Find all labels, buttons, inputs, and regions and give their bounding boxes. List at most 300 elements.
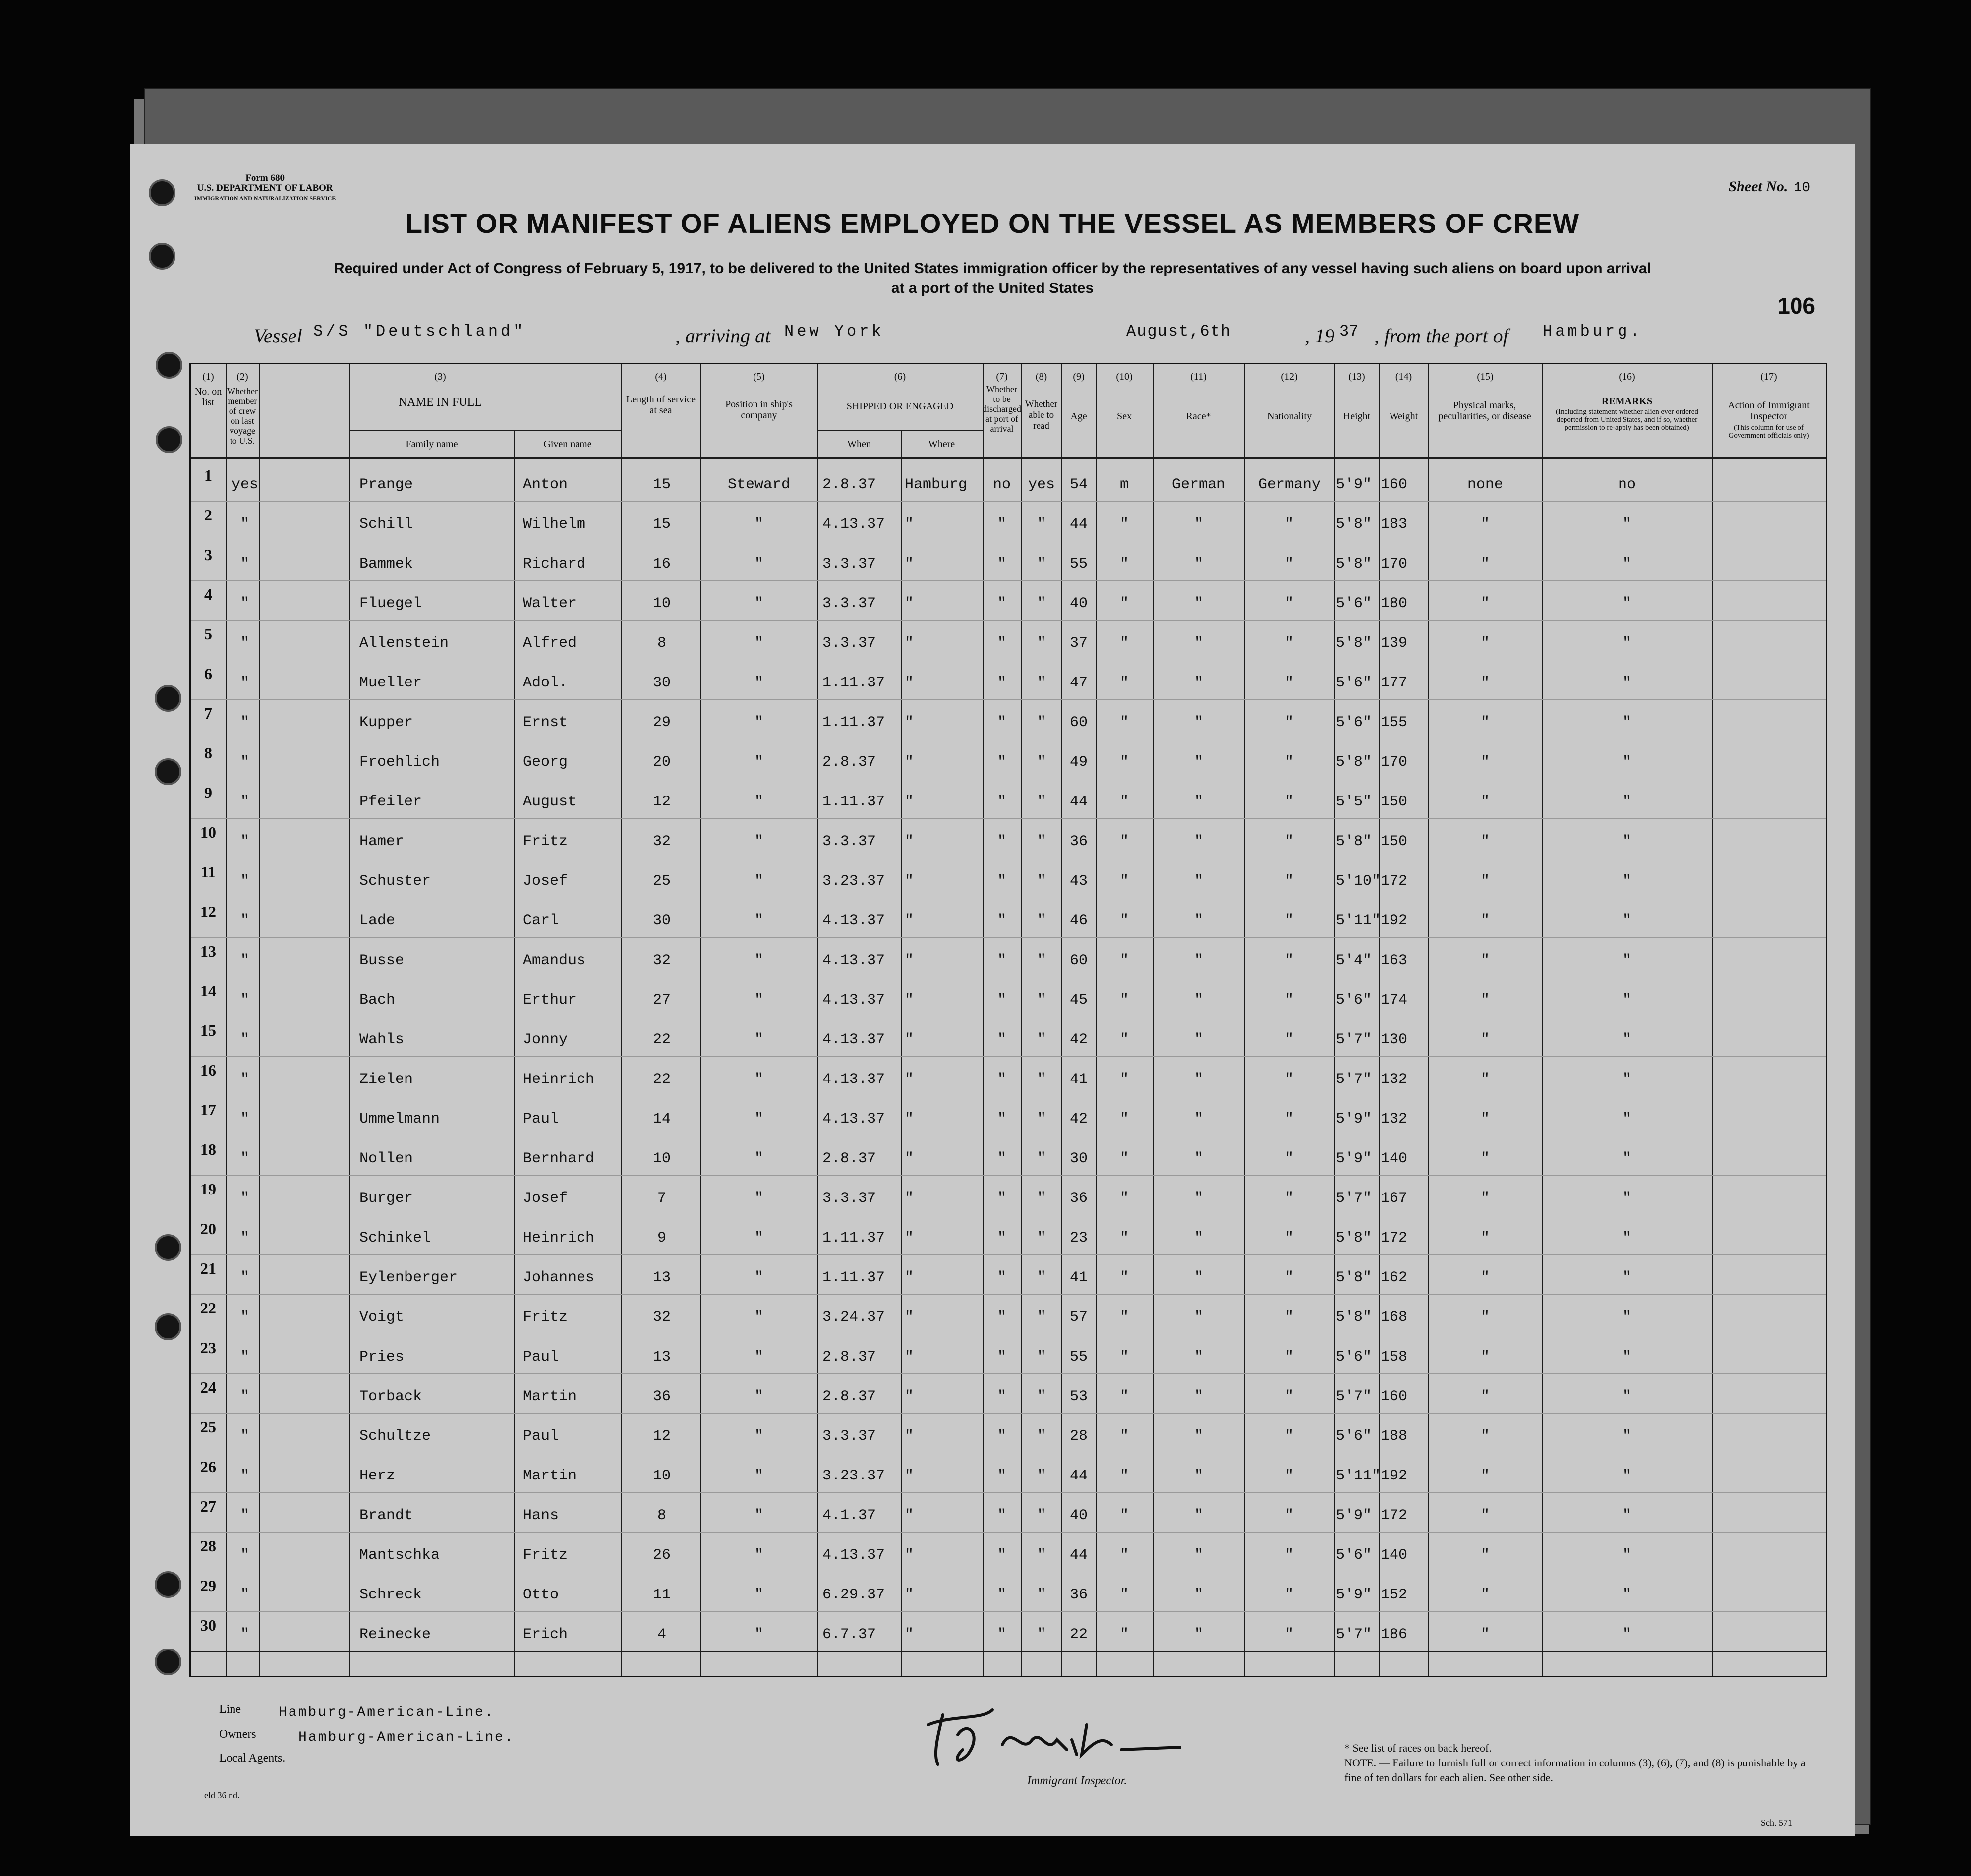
cell-service: 32 [652, 1309, 671, 1326]
cell-age: 57 [1069, 1309, 1088, 1326]
cell-family: Pfeiler [359, 794, 422, 810]
cell-disch: " [997, 952, 1006, 969]
cell-height: 5'6" [1336, 1428, 1372, 1445]
cell-family: Pries [359, 1349, 405, 1365]
cell-height: 5'8" [1336, 754, 1372, 771]
cell-disch: " [997, 1150, 1006, 1167]
cell-position: " [754, 754, 763, 771]
cell-height: 5'9" [1336, 1111, 1372, 1128]
punch-hole [149, 179, 175, 206]
cell-marks: " [1480, 1507, 1490, 1524]
cell-sex: " [1119, 1031, 1129, 1048]
cell-disch: " [997, 794, 1006, 810]
cell-remarks: " [1622, 1468, 1631, 1484]
cell-service: 7 [657, 1190, 666, 1207]
cell-height: 5'7" [1336, 1190, 1372, 1207]
cell-remarks: " [1622, 873, 1631, 890]
year-label: , 19 [1305, 325, 1334, 347]
cell-disch: " [997, 1230, 1006, 1247]
cell-disch: " [997, 1626, 1006, 1643]
cell-disch: " [997, 1309, 1006, 1326]
cell-sex: " [1119, 595, 1129, 612]
row-number: 2 [204, 506, 212, 524]
crew-table [189, 363, 1827, 1677]
cell-where: " [905, 1468, 914, 1484]
cell-given: Carl [523, 912, 559, 929]
row-number: 12 [200, 903, 216, 920]
cell-sex: " [1119, 1587, 1129, 1603]
col-inspector-action: Action of Immigrant Inspector [1728, 400, 1810, 422]
cell-nat: " [1284, 1111, 1294, 1128]
col-remarks-note: (Including statement whether alien ever ordered deported from United States, and if so, whether permission to re-apply has been obtained) [1556, 408, 1698, 432]
cell-race: " [1194, 516, 1203, 533]
cell-family: Wahls [359, 1031, 405, 1048]
cell-service: 9 [657, 1230, 666, 1247]
cell-position: " [754, 1111, 763, 1128]
row-rule [191, 818, 1826, 819]
cell-marks: " [1480, 714, 1490, 731]
cell-nat: " [1284, 595, 1294, 612]
col-16-number: (16) [1619, 371, 1635, 382]
cell-nat: " [1284, 873, 1294, 890]
cell-age: 41 [1069, 1269, 1088, 1286]
punch-hole [155, 1649, 181, 1675]
cell-weight: 140 [1381, 1150, 1408, 1167]
cell-disch: " [997, 1269, 1006, 1286]
cell-when: 3.3.37 [822, 1428, 876, 1445]
cell-read: " [1037, 873, 1046, 890]
cell-read: " [1037, 1349, 1046, 1365]
cell-family: Prange [359, 476, 413, 493]
row-number: 1 [204, 466, 212, 484]
cell-age: 44 [1069, 794, 1088, 810]
cell-weight: 140 [1381, 1547, 1408, 1564]
cell-age: 45 [1069, 992, 1088, 1009]
cell-disch: " [997, 1587, 1006, 1603]
cell-given: Fritz [523, 833, 568, 850]
sheet-number [1728, 178, 1810, 196]
cell-race: " [1194, 1031, 1203, 1048]
cell-height: 5'6" [1336, 992, 1372, 1009]
cell-race: " [1194, 1150, 1203, 1167]
cell-when: 1.11.37 [822, 675, 885, 691]
cell-when: 4.13.37 [822, 1031, 885, 1048]
cell-prev: " [240, 833, 249, 850]
cell-age: 36 [1069, 833, 1088, 850]
cell-nat: " [1284, 1269, 1294, 1286]
cell-weight: 172 [1381, 1507, 1408, 1524]
cell-sex: " [1119, 1111, 1129, 1128]
cell-service: 12 [652, 1428, 671, 1445]
col-previous-voyage: Whether member of crew on last voyage to U.S. [227, 386, 258, 446]
cell-nat: Germany [1258, 476, 1321, 493]
cell-service: 32 [652, 833, 671, 850]
col-sex: Sex [1117, 411, 1132, 422]
cell-disch: " [997, 675, 1006, 691]
cell-position: " [754, 1230, 763, 1247]
cell-service: 22 [652, 1031, 671, 1048]
cell-sex: " [1119, 1150, 1129, 1167]
cell-nat: " [1284, 675, 1294, 691]
cell-family: Schill [359, 516, 413, 533]
cell-age: 49 [1069, 754, 1088, 771]
cell-age: 40 [1069, 1507, 1088, 1524]
cell-weight: 163 [1381, 952, 1408, 969]
cell-remarks: " [1622, 1190, 1631, 1207]
cell-service: 20 [652, 754, 671, 771]
cell-height: 5'7" [1336, 1031, 1372, 1048]
cell-sex: " [1119, 873, 1129, 890]
cell-given: Otto [523, 1587, 559, 1603]
cell-where: " [905, 595, 914, 612]
cell-given: Josef [523, 1190, 568, 1207]
row-number: 9 [204, 784, 212, 801]
cell-position: " [754, 1547, 763, 1564]
cell-read: " [1037, 1031, 1046, 1048]
col-length-of-service: Length of service at sea [626, 394, 696, 416]
cell-given: Heinrich [523, 1230, 595, 1247]
punch-hole [149, 243, 175, 270]
local-agents-label: Local Agents. [219, 1752, 286, 1764]
service-name: IMMIGRATION AND NATURALIZATION SERVICE [194, 195, 336, 202]
cell-race: " [1194, 794, 1203, 810]
cell-age: 55 [1069, 1349, 1088, 1365]
cell-where: " [905, 794, 914, 810]
cell-remarks: " [1622, 1349, 1631, 1365]
cell-where: " [905, 1388, 914, 1405]
cell-marks: none [1467, 476, 1503, 493]
cell-prev: " [240, 595, 249, 612]
cell-given: Martin [523, 1388, 577, 1405]
cell-marks: " [1480, 1428, 1490, 1445]
cell-nat: " [1284, 1349, 1294, 1365]
cell-race: " [1194, 1547, 1203, 1564]
cell-disch: " [997, 992, 1006, 1009]
cell-where: " [905, 675, 914, 691]
cell-read: " [1037, 1388, 1046, 1405]
punch-hole [156, 352, 182, 379]
cell-family: Hamer [359, 833, 405, 850]
cell-nat: " [1284, 754, 1294, 771]
cell-age: 53 [1069, 1388, 1088, 1405]
cell-marks: " [1480, 992, 1490, 1009]
col-nationality: Nationality [1267, 411, 1312, 422]
cell-read: " [1037, 1468, 1046, 1484]
col-remarks: REMARKS [1601, 396, 1653, 407]
cell-given: Anton [523, 476, 568, 493]
cell-sex: " [1119, 1547, 1129, 1564]
line-label: Line [219, 1703, 241, 1716]
cell-race: " [1194, 912, 1203, 929]
cell-height: 5'9" [1336, 476, 1372, 493]
cell-service: 10 [652, 1150, 671, 1167]
cell-remarks: " [1622, 556, 1631, 572]
cell-height: 5'9" [1336, 1587, 1372, 1603]
cell-weight: 170 [1381, 556, 1408, 572]
cell-race: " [1194, 1388, 1203, 1405]
cell-when: 6.29.37 [822, 1587, 885, 1603]
cell-remarks: " [1622, 635, 1631, 652]
cell-height: 5'10" [1336, 873, 1381, 890]
cell-age: 36 [1069, 1190, 1088, 1207]
cell-weight: 150 [1381, 794, 1408, 810]
col-9-number: (9) [1073, 371, 1085, 382]
cell-position: " [754, 794, 763, 810]
cell-family: Schinkel [359, 1230, 431, 1247]
cell-marks: " [1480, 516, 1490, 533]
cell-age: 40 [1069, 595, 1088, 612]
col-physical-marks: Physical marks, peculiarities, or disease [1438, 400, 1531, 422]
cell-prev: " [240, 675, 249, 691]
row-number: 25 [200, 1418, 216, 1436]
cell-marks: " [1480, 1071, 1490, 1088]
cell-prev: " [240, 1111, 249, 1128]
cell-position: " [754, 873, 763, 890]
cell-age: 42 [1069, 1031, 1088, 1048]
cell-nat: " [1284, 952, 1294, 969]
cell-position: " [754, 675, 763, 691]
row-rule [191, 1294, 1826, 1295]
cell-prev: " [240, 873, 249, 890]
col-shipped-when: When [847, 439, 871, 450]
cell-disch: " [997, 873, 1006, 890]
cell-given: Adol. [523, 675, 568, 691]
cell-given: Ernst [523, 714, 568, 731]
cell-race: " [1194, 1309, 1203, 1326]
cell-prev: " [240, 1388, 249, 1405]
cell-family: Mantschka [359, 1547, 440, 1564]
cell-remarks: " [1622, 794, 1631, 810]
cell-service: 30 [652, 912, 671, 929]
cell-age: 46 [1069, 912, 1088, 929]
cell-read: " [1037, 1269, 1046, 1286]
cell-remarks: " [1622, 516, 1631, 533]
subtitle-line-2: at a port of the United States [891, 280, 1094, 296]
cell-height: 5'5" [1336, 794, 1372, 810]
cell-sex: " [1119, 1071, 1129, 1088]
cell-service: 8 [657, 1507, 666, 1524]
row-rule [191, 1056, 1826, 1057]
col-able-to-read: Whether able to read [1025, 399, 1058, 431]
cell-family: Bammek [359, 556, 413, 572]
cell-race: " [1194, 714, 1203, 731]
cell-marks: " [1480, 1269, 1490, 1286]
cell-service: 15 [652, 476, 671, 493]
cell-weight: 155 [1381, 714, 1408, 731]
row-number: 11 [200, 863, 216, 881]
cell-nat: " [1284, 714, 1294, 731]
cell-prev: " [240, 794, 249, 810]
cell-remarks: " [1622, 1230, 1631, 1247]
cell-remarks: " [1622, 1269, 1631, 1286]
cell-sex: " [1119, 1468, 1129, 1484]
cell-sex: " [1119, 1190, 1129, 1207]
cell-nat: " [1284, 1507, 1294, 1524]
col-3-number: (3) [434, 371, 446, 382]
cell-given: Heinrich [523, 1071, 595, 1088]
cell-age: 41 [1069, 1071, 1088, 1088]
document-title: LIST OR MANIFEST OF ALIENS EMPLOYED ON THE VESSEL AS MEMBERS OF CREW [405, 208, 1580, 239]
cell-read: " [1037, 1150, 1046, 1167]
cell-marks: " [1480, 1547, 1490, 1564]
col-race: Race* [1186, 411, 1211, 422]
cell-height: 5'7" [1336, 1388, 1372, 1405]
cell-nat: " [1284, 1388, 1294, 1405]
cell-service: 27 [652, 992, 671, 1009]
cell-disch: " [997, 1190, 1006, 1207]
cell-weight: 132 [1381, 1071, 1408, 1088]
cell-marks: " [1480, 1150, 1490, 1167]
cell-read: " [1037, 1071, 1046, 1088]
cell-remarks: " [1622, 754, 1631, 771]
cell-remarks: " [1622, 1587, 1631, 1603]
manifest-sheet [130, 144, 1855, 1836]
from-port-label: , from the port of [1374, 325, 1508, 347]
row-number: 15 [200, 1022, 216, 1039]
cell-prev: " [240, 1190, 249, 1207]
cell-service: 22 [652, 1071, 671, 1088]
cell-where: " [905, 754, 914, 771]
cell-position: " [754, 1031, 763, 1048]
cell-marks: " [1480, 1587, 1490, 1603]
cell-remarks: " [1622, 992, 1631, 1009]
cell-remarks: " [1622, 1031, 1631, 1048]
cell-remarks: " [1622, 833, 1631, 850]
footer-notes [1344, 1741, 1820, 1785]
cell-nat: " [1284, 1428, 1294, 1445]
cell-age: 54 [1069, 476, 1088, 493]
cell-height: 5'9" [1336, 1507, 1372, 1524]
cell-race: " [1194, 1230, 1203, 1247]
row-number: 4 [204, 585, 212, 603]
cell-marks: " [1480, 1031, 1490, 1048]
cell-sex: " [1119, 1269, 1129, 1286]
cell-where: " [905, 635, 914, 652]
row-number: 23 [200, 1339, 216, 1357]
row-number: 14 [200, 982, 216, 1000]
cell-weight: 139 [1381, 635, 1408, 652]
cell-weight: 183 [1381, 516, 1408, 533]
cell-height: 5'8" [1336, 833, 1372, 850]
row-rule [191, 501, 1826, 502]
cell-position: " [754, 714, 763, 731]
cell-weight: 160 [1381, 1388, 1408, 1405]
cell-family: Fluegel [359, 595, 422, 612]
row-number: 27 [200, 1497, 216, 1515]
cell-sex: " [1119, 1428, 1129, 1445]
row-rule [191, 1373, 1826, 1374]
cell-height: 5'7" [1336, 1626, 1372, 1643]
cell-marks: " [1480, 556, 1490, 572]
vessel-label: Vessel [254, 325, 302, 347]
cell-marks: " [1480, 833, 1490, 850]
cell-weight: 152 [1381, 1587, 1408, 1603]
cell-family: Ummelmann [359, 1111, 440, 1128]
cell-given: Wilhelm [523, 516, 586, 533]
cell-nat: " [1284, 1547, 1294, 1564]
cell-where: " [905, 992, 914, 1009]
cell-given: Alfred [523, 635, 577, 652]
cell-read: " [1037, 1507, 1046, 1524]
cell-where: " [905, 1269, 914, 1286]
cell-where: " [905, 1031, 914, 1048]
cell-family: Schuster [359, 873, 431, 890]
print-code: eld 36 nd. [204, 1790, 240, 1800]
cell-read: " [1037, 912, 1046, 929]
cell-where: " [905, 1507, 914, 1524]
col-4-number: (4) [655, 371, 667, 382]
cell-read: " [1037, 675, 1046, 691]
cell-remarks: " [1622, 1071, 1631, 1088]
cell-height: 5'7" [1336, 1071, 1372, 1088]
department-name: U.S. DEPARTMENT OF LABOR [197, 183, 333, 193]
row-number: 28 [200, 1537, 216, 1555]
cell-disch: " [997, 1071, 1006, 1088]
cell-given: Richard [523, 556, 586, 572]
cell-family: Herz [359, 1468, 396, 1484]
punch-hole [155, 685, 181, 712]
cell-nat: " [1284, 833, 1294, 850]
cell-race: " [1194, 1349, 1203, 1365]
cell-where: " [905, 1547, 914, 1564]
cell-disch: " [997, 714, 1006, 731]
cell-disch: " [997, 1428, 1006, 1445]
cell-prev: " [240, 1309, 249, 1326]
cell-service: 25 [652, 873, 671, 890]
col-height: Height [1343, 411, 1371, 422]
cell-service: 10 [652, 1468, 671, 1484]
cell-when: 1.11.37 [822, 1230, 885, 1247]
cell-weight: 130 [1381, 1031, 1408, 1048]
cell-nat: " [1284, 1309, 1294, 1326]
row-rule [191, 1532, 1826, 1533]
cell-position: " [754, 1388, 763, 1405]
cell-when: 4.13.37 [822, 992, 885, 1009]
row-number: 19 [200, 1180, 216, 1198]
row-number: 3 [204, 546, 212, 564]
cell-height: 5'6" [1336, 595, 1372, 612]
row-number: 16 [200, 1061, 216, 1079]
cell-remarks: " [1622, 1111, 1631, 1128]
cell-family: Schreck [359, 1587, 422, 1603]
cell-sex: " [1119, 952, 1129, 969]
cell-sex: " [1119, 1507, 1129, 1524]
cell-sex: " [1119, 1309, 1129, 1326]
row-number: 13 [200, 942, 216, 960]
cell-when: 2.8.37 [822, 754, 876, 771]
cell-weight: 168 [1381, 1309, 1408, 1326]
cell-race: " [1194, 754, 1203, 771]
cell-when: 2.8.37 [822, 476, 876, 493]
cell-race: " [1194, 992, 1203, 1009]
cell-position: " [754, 1587, 763, 1603]
cell-prev: " [240, 1428, 249, 1445]
cell-when: 1.11.37 [822, 1269, 885, 1286]
cell-race: " [1194, 1587, 1203, 1603]
cell-service: 15 [652, 516, 671, 533]
cell-when: 4.13.37 [822, 912, 885, 929]
cell-disch: " [997, 754, 1006, 771]
cell-service: 36 [652, 1388, 671, 1405]
cell-where: " [905, 1309, 914, 1326]
cell-position: " [754, 1428, 763, 1445]
races-note: * See list of races on back hereof. [1344, 1742, 1492, 1754]
row-number: 21 [200, 1259, 216, 1277]
cell-where: " [905, 714, 914, 731]
cell-sex: " [1119, 912, 1129, 929]
cell-disch: " [997, 912, 1006, 929]
vessel-line [254, 324, 1791, 349]
